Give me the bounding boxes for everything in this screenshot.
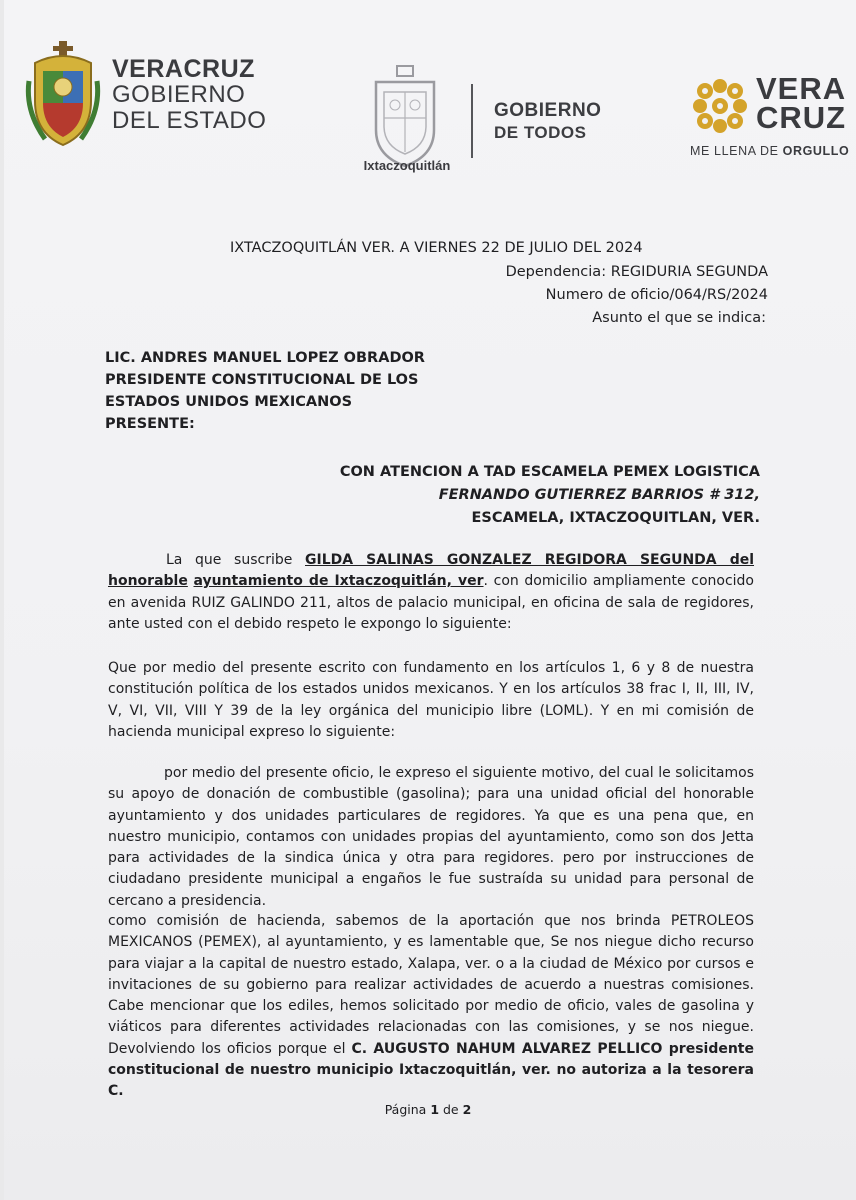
p4-bold: C. AUGUSTO NAHUM ALVAREZ PELLICO presidente constitucional de nuestro municipio Ixtaczoquitlán, ver. no autoriza a la tesorera C. [108,1040,754,1100]
body-paragraph-1 [108,550,754,635]
state-government-wordmark [112,56,266,134]
slogan-bold: ORGULLO [782,144,850,158]
gov-line-1: GOBIERNO [494,100,602,121]
p3-text: por medio del presente oficio, le expreso el siguiente motivo, del cual le solicitamos su apoyo de donación de combustible (gasolina); para una unidad oficial del honorable ayuntamiento y dos unidades particulares de regidores. Ya que es una pena que, en nuestro municipio, contamos con unidades propias del ayuntamiento, como son dos Jetta para actividades de la sindica única y otra para regidores. pero por instrucciones de ciudadano presidente municipal a engaños le fue sustraída su unidad para personal de cercano a presidencia. [108,765,754,909]
gov-line-2: DE TODOS [494,123,587,142]
attention-city: ESCAMELA, IXTACZOQUITLAN, VER. [471,510,760,526]
state-coat-of-arms-icon [25,41,101,149]
recipient-name: LIC. ANDRES MANUEL LOPEZ OBRADOR [105,350,425,366]
body-paragraph-3 [108,763,754,912]
p1-intro: La que suscribe [166,552,305,568]
brand-line-2: CRUZ [756,100,847,135]
signer-ayuntamiento: ayuntamiento de Ixtaczoquitlán, ver [193,573,484,590]
veracruz-knot-logo-icon [690,76,750,136]
signer-name: GILDA SALINAS GONZALEZ REGIDORA SEGUNDA del honorable [108,552,755,590]
page-indicator [0,1102,856,1117]
page-of: de [439,1102,463,1117]
dependencia: Dependencia: REGIDURIA SEGUNDA [505,264,768,280]
veracruz-brand-wordmark [756,71,847,135]
state-gov-line: GOBIERNO [112,81,246,108]
recipient-title-2: ESTADOS UNIDOS MEXICANOS [105,394,353,410]
letterhead [0,36,856,176]
place-date: IXTACZOQUITLÁN VER. A VIERNES 22 DE JULIO DEL 2024 [230,240,643,256]
brand-line-1: VERA [756,71,847,106]
state-gov-line-2: DEL ESTADO [112,107,267,134]
oficio-number: Numero de oficio/064/RS/2024 [545,287,768,303]
header-divider [471,84,473,158]
p4-text: como comisión de hacienda, sabemos de la aportación que nos brinda PETROLEOS MEXICANOS (PEMEX), al ayuntamiento, y es lamentable que, Se nos niegue dicho recurso para viajar a la capital de nuestro estado, Xalapa, ver. o a la ciudad de México por cursos e invitaciones de su gobierno para realizar actividades de acuerdo a nuestras comisiones. Cabe mencionar que los ediles, hemos solicitado por medio de oficio, vales de gasolina y viáticos para diferentes actividades relacionadas con las comisiones, y se nos niegue. Devolviendo los oficios porque el [108,913,754,1057]
slogan-text: ME LLENA DE [690,144,783,158]
recipient-title: PRESIDENTE CONSTITUCIONAL DE LOS [105,372,419,388]
page-total: 2 [462,1102,472,1117]
state-name: VERACRUZ [112,55,255,83]
body-paragraph-4 [108,911,754,1103]
attention-line: CON ATENCION A TAD ESCAMELA PEMEX LOGISTICA [339,464,760,480]
municipality-name: Ixtaczoquitlán [363,158,451,173]
p2-text: Que por medio del presente escrito con fundamento en los artículos 1, 6 y 8 de nuestra constitución política de los estados unidos mexicanos. Y en los artículos 38 frac I, II, III, IV, V, VI, VII, VIII Y 39 de la ley orgánica del municipio libre (LOML). Y en mi comisión de hacienda municipal expreso lo siguiente: [108,660,754,740]
asunto: Asunto el que se indica: [592,310,766,326]
page-label: Página [384,1102,431,1117]
attention-address: FERNANDO GUTIERREZ BARRIOS # 312, [438,487,760,503]
presente: PRESENTE: [105,416,195,432]
p1-rest: . con domicilio ampliamente conocido en avenida RUIZ GALINDO 211, altos de palacio municipal, en oficina de sala de regidores, ante usted con el debido respeto le expongo lo siguiente: [108,573,754,632]
slogan [690,144,849,158]
gobierno-de-todos-wordmark [494,100,601,144]
body-paragraph-2 [108,658,754,743]
page-current: 1 [430,1102,440,1117]
